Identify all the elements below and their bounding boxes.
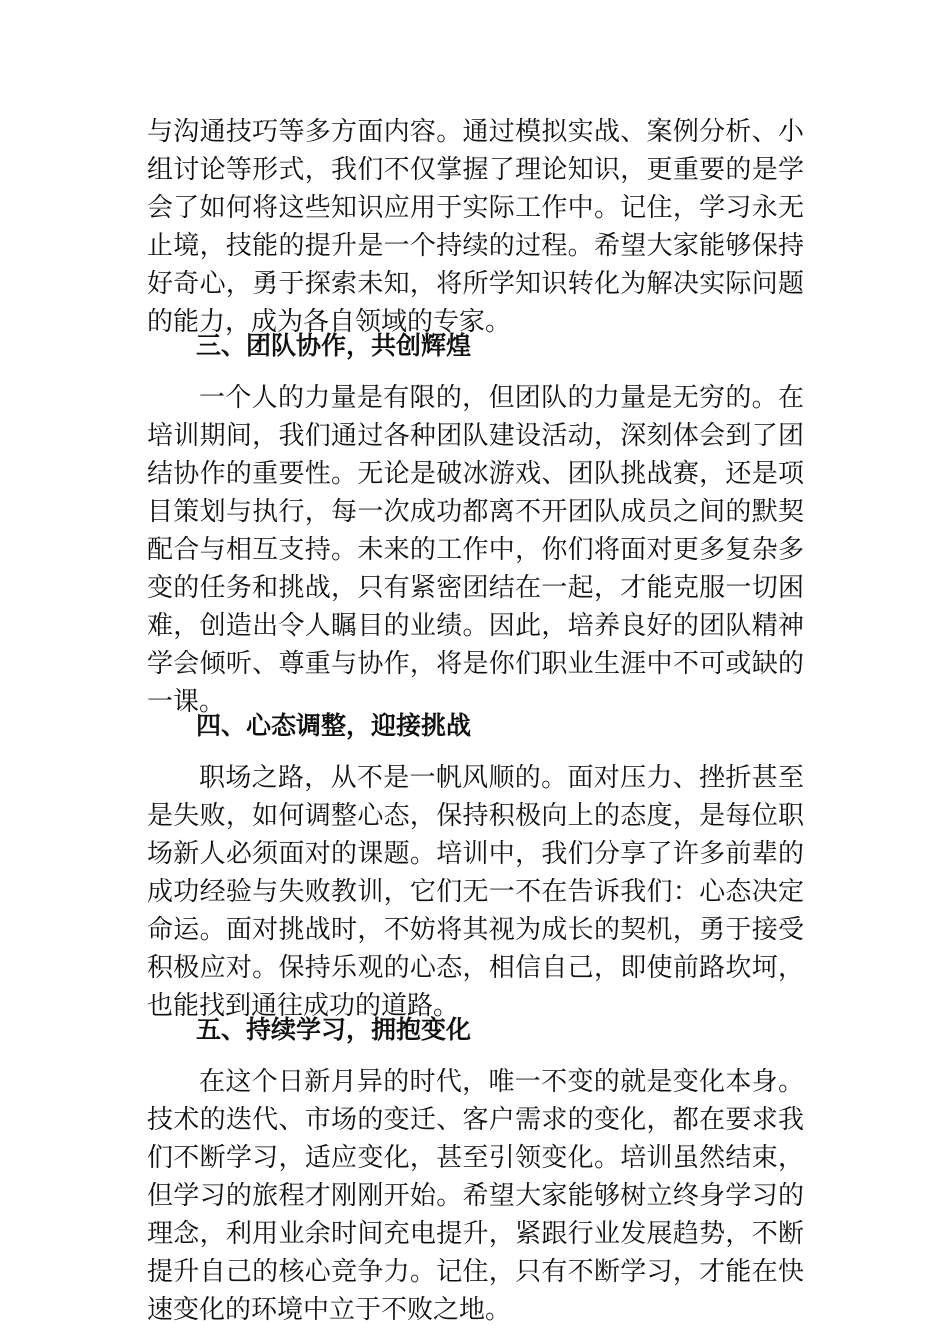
paragraph-line: 是失败，如何调整心态，保持积极向上的态度，是每位职 [147,801,804,831]
paragraph-line: 们不断学习，适应变化，甚至引领变化。培训虽然结束， [147,1143,804,1173]
paragraph-line: 职场之路，从不是一帆风顺的。面对压力、挫折甚至 [199,763,804,793]
paragraph-line: 一课。 [147,687,226,717]
paragraph-line: 学会倾听、尊重与协作，将是你们职业生涯中不可或缺的 [147,649,804,679]
section-heading: 四、心态调整，迎接挑战 [196,711,472,740]
paragraph-line: 也能找到通往成功的道路。 [147,991,460,1021]
paragraph-line: 但学习的旅程才刚刚开始。希望大家能够树立终身学习的 [147,1181,804,1211]
paragraph-line: 成功经验与失败教训，它们无一不在告诉我们：心态决定 [147,877,804,907]
paragraph-line: 组讨论等形式，我们不仅掌握了理论知识，更重要的是学 [147,155,804,185]
paragraph-line: 难，创造出令人瞩目的业绩。因此，培养良好的团队精神 [147,611,804,641]
paragraph-line: 的能力，成为各自领域的专家。 [147,307,512,337]
section-heading: 三、团队协作，共创辉煌 [196,331,472,360]
paragraph-line: 在这个日新月异的时代，唯一不变的就是变化本身。 [199,1067,804,1097]
paragraph-line: 培训期间，我们通过各种团队建设活动，深刻体会到了团 [147,421,804,451]
paragraph-line: 一个人的力量是有限的，但团队的力量是无穷的。在 [199,383,804,413]
paragraph-line: 场新人必须面对的课题。培训中，我们分享了许多前辈的 [147,839,804,869]
paragraph-line: 提升自己的核心竞争力。记住，只有不断学习，才能在快 [147,1257,804,1287]
section-heading: 五、持续学习，拥抱变化 [196,1015,472,1044]
paragraph-line: 变的任务和挑战，只有紧密团结在一起，才能克服一切困 [147,573,804,603]
paragraph-line: 技术的迭代、市场的变迁、客户需求的变化，都在要求我 [147,1105,804,1135]
paragraph-line: 命运。面对挑战时，不妨将其视为成长的契机，勇于接受 [147,915,804,945]
paragraph-line: 积极应对。保持乐观的心态，相信自己，即使前路坎坷， [147,953,804,983]
paragraph-line: 速变化的环境中立于不败之地。 [147,1295,512,1325]
paragraph-line: 目策划与执行，每一次成功都离不开团队成员之间的默契 [147,497,804,527]
paragraph-line: 配合与相互支持。未来的工作中，你们将面对更多复杂多 [147,535,804,565]
paragraph-line: 好奇心，勇于探索未知，将所学知识转化为解决实际问题 [147,269,804,299]
paragraph-line: 会了如何将这些知识应用于实际工作中。记住，学习永无 [147,193,804,223]
paragraph-line: 与沟通技巧等多方面内容。通过模拟实战、案例分析、小 [147,117,804,147]
paragraph-line: 止境，技能的提升是一个持续的过程。希望大家能够保持 [147,231,804,261]
paragraph-line: 结协作的重要性。无论是破冰游戏、团队挑战赛，还是项 [147,459,804,489]
paragraph-line: 理念，利用业余时间充电提升，紧跟行业发展趋势，不断 [147,1219,804,1249]
